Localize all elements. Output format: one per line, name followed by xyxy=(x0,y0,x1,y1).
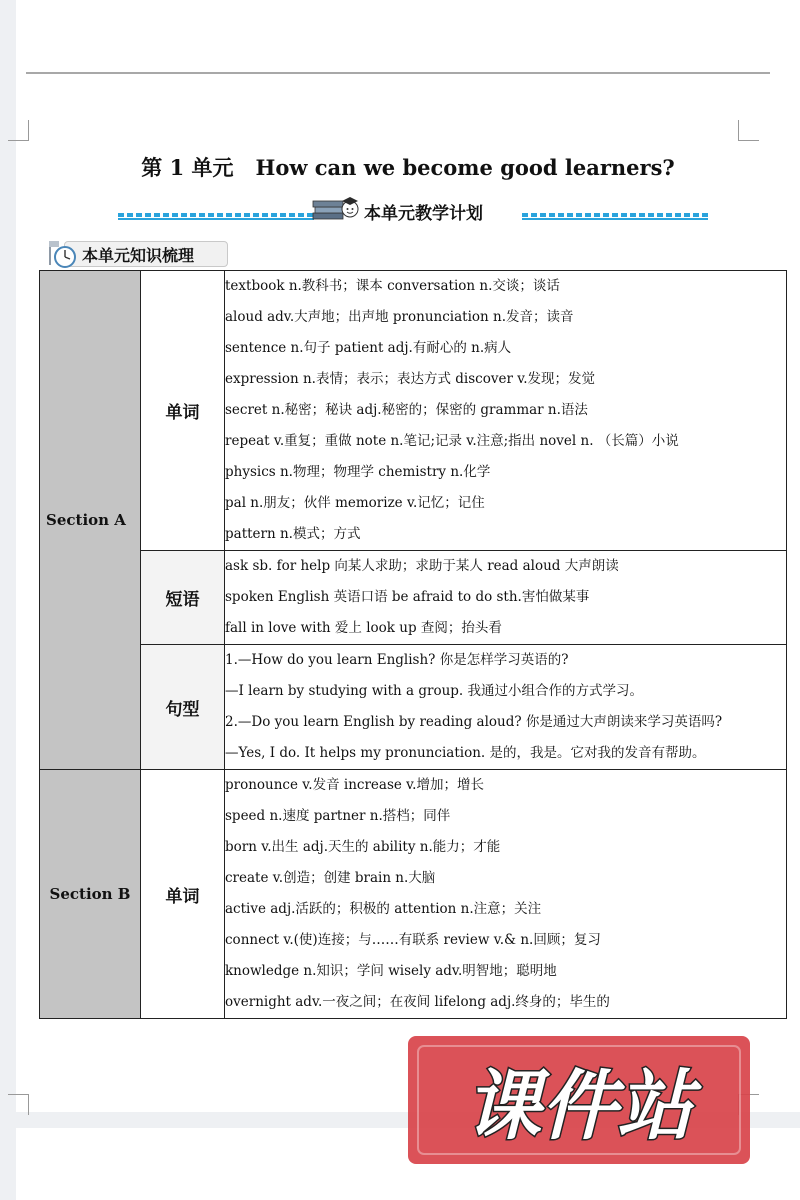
vocab-line: pal n.朋友；伙伴 memorize v.记忆；记住 xyxy=(225,495,485,511)
vocab-line: speed n.速度 partner n.搭档；同伴 xyxy=(225,808,451,824)
category-label: 句型 xyxy=(141,645,225,770)
phrase-line: fall in love with 爱上 look up 查阅；抬头看 xyxy=(225,620,502,636)
vocab-line: pronounce v.发音 increase v.增加；增长 xyxy=(225,777,484,793)
header-rule xyxy=(26,72,770,74)
banner-divider-right xyxy=(522,218,708,220)
crop-mark xyxy=(8,1094,29,1115)
sentence-line: 1.—How do you learn English? 你是怎样学习英语的? xyxy=(225,652,569,668)
tag-label: 本单元知识梳理 xyxy=(82,246,195,265)
knowledge-table xyxy=(39,270,787,1019)
banner-divider-left xyxy=(118,218,314,220)
vocab-line: textbook n.教科书；课本 conversation n.交谈；谈话 xyxy=(225,278,560,294)
vocabulary-cell xyxy=(225,770,787,1019)
sentence-line: 2.—Do you learn English by reading aloud? 你是通过大声朗读来学习英语吗? xyxy=(225,714,723,730)
category-label: 短语 xyxy=(141,551,225,645)
vocab-line: active adj.活跃的；积极的 attention n.注意；关注 xyxy=(225,901,542,917)
clock-icon xyxy=(46,239,80,269)
vocab-line: aloud adv.大声地；出声地 pronunciation n.发音；读音 xyxy=(225,309,574,325)
books-graduate-icon xyxy=(312,195,360,223)
category-label: 单词 xyxy=(141,271,225,551)
vocab-line: repeat v.重复；重做 note n.笔记;记录 v.注意;指出 novel n. （长篇）小说 xyxy=(225,433,679,449)
sentence-line: —I learn by studying with a group. 我通过小组合作的方式学习。 xyxy=(225,683,644,699)
table-row xyxy=(40,645,787,770)
table-row xyxy=(40,271,787,551)
unit-label: 第 1 单元 xyxy=(141,155,234,180)
banner-divider-left xyxy=(118,213,314,217)
knowledge-summary-tag xyxy=(46,239,230,267)
vocabulary-cell xyxy=(225,271,787,551)
teaching-plan-heading: 本单元教学计划 xyxy=(364,204,483,224)
vocab-line: knowledge n.知识；学问 wisely adv.明智地；聪明地 xyxy=(225,963,557,979)
vocab-line: secret n.秘密；秘诀 adj.秘密的；保密的 grammar n.语法 xyxy=(225,402,588,418)
category-label: 单词 xyxy=(141,770,225,1019)
table-row xyxy=(40,551,787,645)
page-title xyxy=(0,152,800,182)
watermark-text: 课件站 xyxy=(465,1061,693,1150)
sentence-line: —Yes, I do. It helps my pronunciation. 是的，我是。它对我的发音有帮助。 xyxy=(225,745,706,761)
sentence-patterns-cell xyxy=(225,645,787,770)
table-row xyxy=(40,770,787,1019)
vocab-line: create v.创造；创建 brain n.大脑 xyxy=(225,870,436,886)
crop-mark xyxy=(8,120,29,141)
unit-question: How can we become good learners? xyxy=(255,155,675,180)
vocab-line: connect v.(使)连接；与……有联系 review v.& n.回顾；复习 xyxy=(225,932,601,948)
phrase-line: ask sb. for help 向某人求助；求助于某人 read aloud 大声朗读 xyxy=(225,558,619,574)
section-label: Section A xyxy=(40,271,141,770)
crop-mark xyxy=(738,120,759,141)
phrases-cell xyxy=(225,551,787,645)
vocab-line: physics n.物理；物理学 chemistry n.化学 xyxy=(225,464,491,480)
vocab-line: expression n.表情；表示；表达方式 discover v.发现；发觉 xyxy=(225,371,596,387)
vocab-line: pattern n.模式；方式 xyxy=(225,526,361,542)
section-label: Section B xyxy=(40,770,141,1019)
watermark-logo xyxy=(404,1028,754,1168)
banner-divider-right xyxy=(522,213,708,217)
phrase-line: spoken English 英语口语 be afraid to do sth.害怕做某事 xyxy=(225,589,590,605)
vocab-line: born v.出生 adj.天生的 ability n.能力；才能 xyxy=(225,839,501,855)
vocab-line: overnight adv.一夜之间；在夜间 lifelong adj.终身的；毕生的 xyxy=(225,994,610,1010)
vocab-line: sentence n.句子 patient adj.有耐心的 n.病人 xyxy=(225,340,512,356)
